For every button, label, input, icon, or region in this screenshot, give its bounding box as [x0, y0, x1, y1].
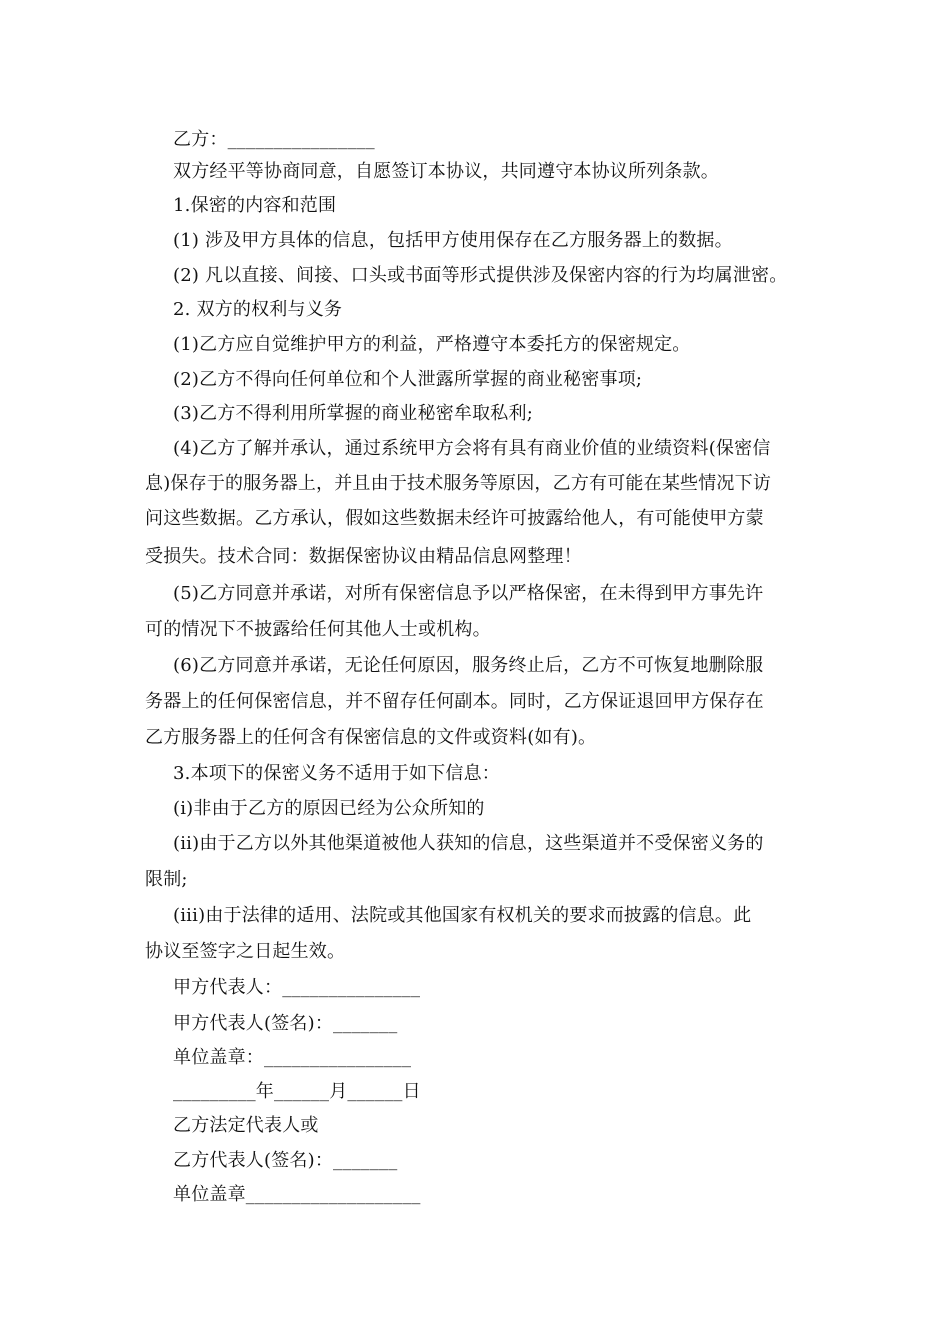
party-b-signature: 乙方代表人(签名)：_______ — [173, 1150, 398, 1171]
section-3-heading: 3.本项下的保密义务不适用于如下信息： — [173, 763, 500, 784]
clause-3-iii-line-1: (iii)由于法律的适用、法院或其他国家有权机关的要求而披露的信息。此 — [173, 905, 752, 926]
clause-3-ii-line-2: 限制; — [145, 869, 188, 890]
clause-2-6-line-3: 乙方服务器上的任何含有保密信息的文件或资料(如有)。 — [145, 727, 597, 748]
party-b-seal: 单位盖章___________________ — [173, 1184, 421, 1205]
party-a-signature: 甲方代表人(签名)：_______ — [173, 1013, 398, 1034]
party-b-legal-rep: 乙方法定代表人或 — [173, 1115, 319, 1136]
clause-2-4-line-2: 息)保存于的服务器上，并且由于技术服务等原因，乙方有可能在某些情况下访 — [145, 473, 772, 494]
clause-3-ii-line-1: (ii)由于乙方以外其他渠道被他人获知的信息，这些渠道并不受保密义务的 — [173, 833, 764, 854]
clause-2-6-line-1: (6)乙方同意并承诺，无论任何原因，服务终止后，乙方不可恢复地删除服 — [173, 655, 764, 676]
section-2-heading: 2. 双方的权利与义务 — [173, 299, 343, 320]
section-1-heading: 1.保密的内容和范围 — [173, 195, 337, 216]
clause-1-2: (2) 凡以直接、间接、口头或书面等形式提供涉及保密内容的行为均属泄密。 — [173, 265, 788, 286]
party-b-line: 乙方：________________ — [173, 129, 375, 150]
clause-2-5-line-1: (5)乙方同意并承诺，对所有保密信息予以严格保密，在未得到甲方事先许 — [173, 583, 764, 604]
agreement-intro: 双方经平等协商同意，自愿签订本协议，共同遵守本协议所列条款。 — [173, 161, 719, 182]
clause-2-5-line-2: 可的情况下不披露给任何其他人士或机构。 — [145, 619, 491, 640]
clause-2-6-line-2: 务器上的任何保密信息，并不留存任何副本。同时，乙方保证退回甲方保存在 — [145, 691, 764, 712]
clause-2-1: (1)乙方应自觉维护甲方的利益，严格遵守本委托方的保密规定。 — [173, 334, 691, 355]
party-a-representative: 甲方代表人：_______________ — [173, 977, 421, 998]
signing-date: _________年______月______日 — [173, 1081, 421, 1102]
clause-2-3: (3)乙方不得利用所掌握的商业秘密牟取私利; — [173, 403, 533, 424]
clause-2-4-line-4: 受损失。技术合同：数据保密协议由精品信息网整理！ — [145, 546, 582, 567]
clause-2-4-line-1: (4)乙方了解并承认，通过系统甲方会将有具有商业价值的业绩资料(保密信 — [173, 438, 771, 459]
party-a-seal: 单位盖章：________________ — [173, 1047, 412, 1068]
clause-3-i: (i)非由于乙方的原因已经为公众所知的 — [173, 798, 485, 819]
clause-1-1: (1) 涉及甲方具体的信息，包括甲方使用保存在乙方服务器上的数据。 — [173, 230, 733, 251]
clause-2-2: (2)乙方不得向任何单位和个人泄露所掌握的商业秘密事项; — [173, 369, 643, 390]
clause-3-iii-line-2: 协议至签字之日起生效。 — [145, 941, 346, 962]
clause-2-4-line-3: 问这些数据。乙方承认，假如这些数据未经许可披露给他人，有可能使甲方蒙 — [145, 508, 764, 529]
